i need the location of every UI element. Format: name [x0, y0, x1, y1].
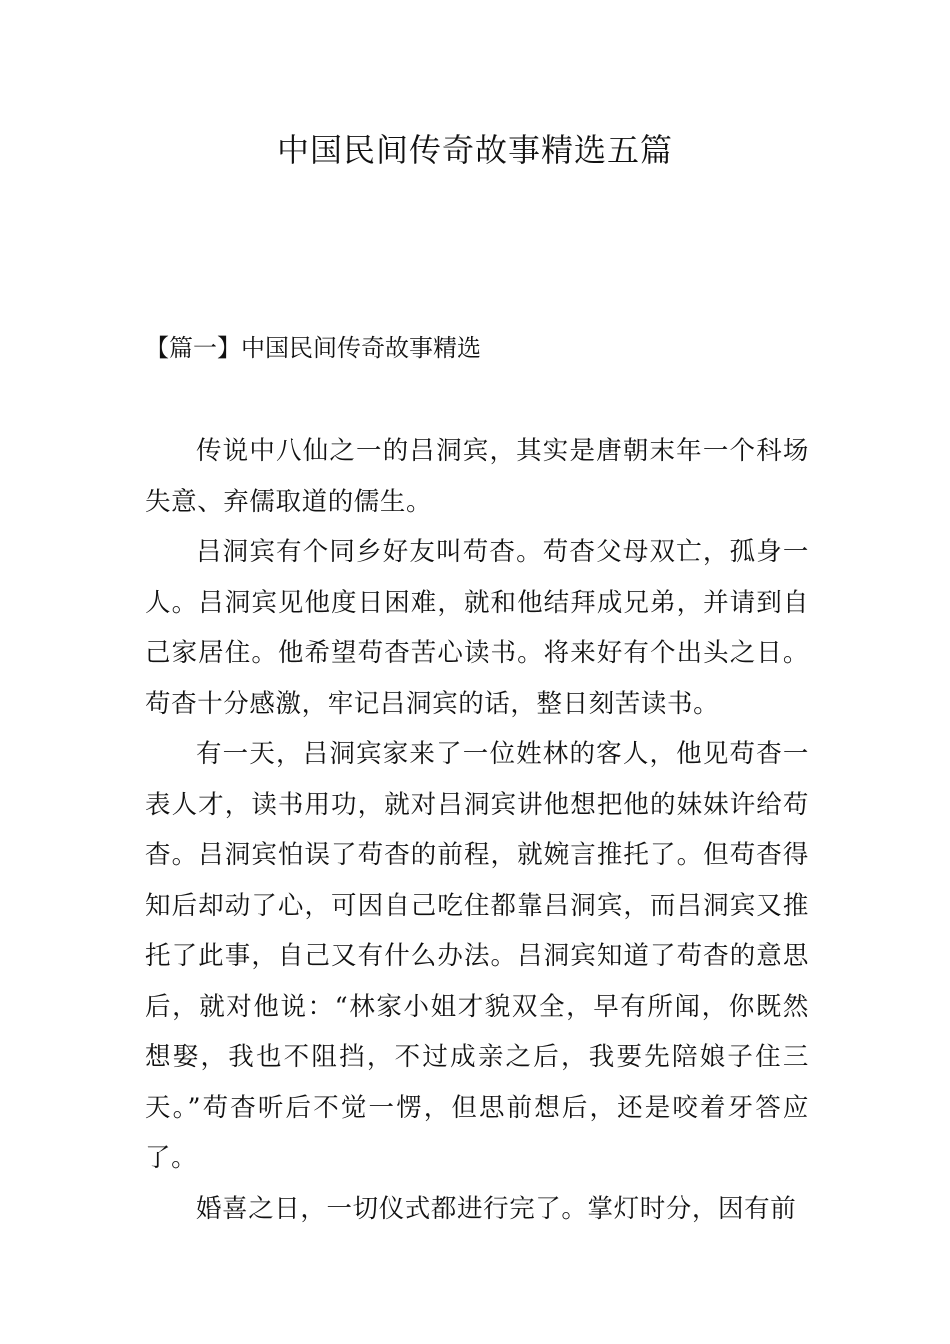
paragraph-1: 传说中八仙之一的吕洞宾，其实是唐朝末年一个科场失意、弃儒取道的儒生。 — [145, 436, 809, 517]
body-text — [145, 426, 809, 1234]
paragraph-2: 吕洞宾有个同乡好友叫苟杳。苟杳父母双亡，孤身一人。吕洞宾见他度日困难，就和他结拜成兄弟，并请到自己家居住。他希望苟杳苦心读书。将来好有个出头之日。苟杳十分感激，牢记吕洞宾的话，整日刻苦读书。 — [145, 537, 809, 719]
document-title: 中国民间传奇故事精选五篇 — [276, 131, 673, 169]
paragraph-3: 有一天，吕洞宾家来了一位姓林的客人，他见苟杳一表人才，读书用功，就对吕洞宾讲他想把他的妹妹许给苟杳。吕洞宾怕误了苟杳的前程，就婉言推托了。但苟杳得知后却动了心，可因自己吃住都靠吕洞宾，而吕洞宾又推托了此事，自己又有什么办法。吕洞宾知道了苟杳的意思后，就对他说：“林家小姐才貌双全，早有所闻，你既然想娶，我也不阻挡，不过成亲之后，我要先陪娘子住三天。”苟杳听后不觉一愣，但思前想后，还是咬着牙答应了。 — [145, 739, 809, 1173]
paragraph-4: 婚喜之日，一切仪式都进行完了。掌灯时分，因有前 — [196, 1193, 797, 1224]
section-heading: 【篇一】中国民间传奇故事精选 — [145, 334, 481, 362]
